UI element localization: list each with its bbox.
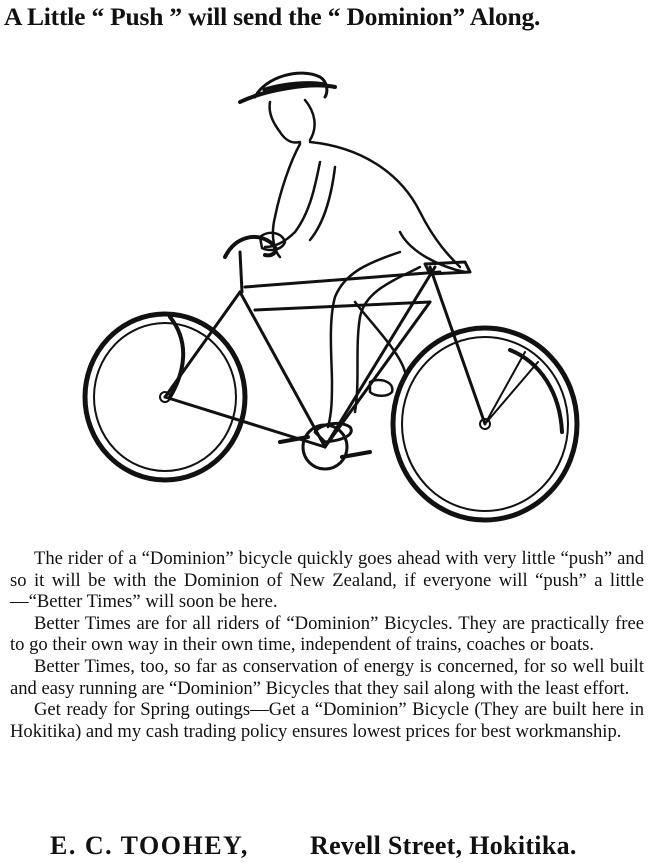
paragraph: Get ready for Spring outings—Get a “Dominion” Bicycle (They are built here in Hokitika) and my cash trading policy ensures lowest prices for best workmanship. xyxy=(10,699,644,742)
advertiser-footer xyxy=(0,828,663,864)
bicycle-rider-illustration xyxy=(70,52,610,552)
advertiser-name: E. C. TOOHEY, xyxy=(50,831,249,860)
rider xyxy=(240,73,465,442)
paragraph: Better Times, too, so far as conservation of energy is concerned, for so well built and easy running are “Dominion” Bicycles that they sail along with the least effort. xyxy=(10,655,644,699)
paragraph: Better Times are for all riders of “Dominion” Bicycles. They are practically free to go their own way in their own time, independent of trains, coaches or boats. xyxy=(10,612,644,656)
headline: A Little “ Push ” will send the “ Dominion” Along. xyxy=(4,2,541,31)
paragraph: The rider of a “Dominion” bicycle quickly goes ahead with very little “push” and so it will be with the Dominion of New Zealand, if everyone will “push” a little—“Better Times” will soon be here. xyxy=(10,548,644,613)
advertiser-address: Revell Street, Hokitika. xyxy=(310,831,577,860)
ad-body xyxy=(10,548,644,742)
